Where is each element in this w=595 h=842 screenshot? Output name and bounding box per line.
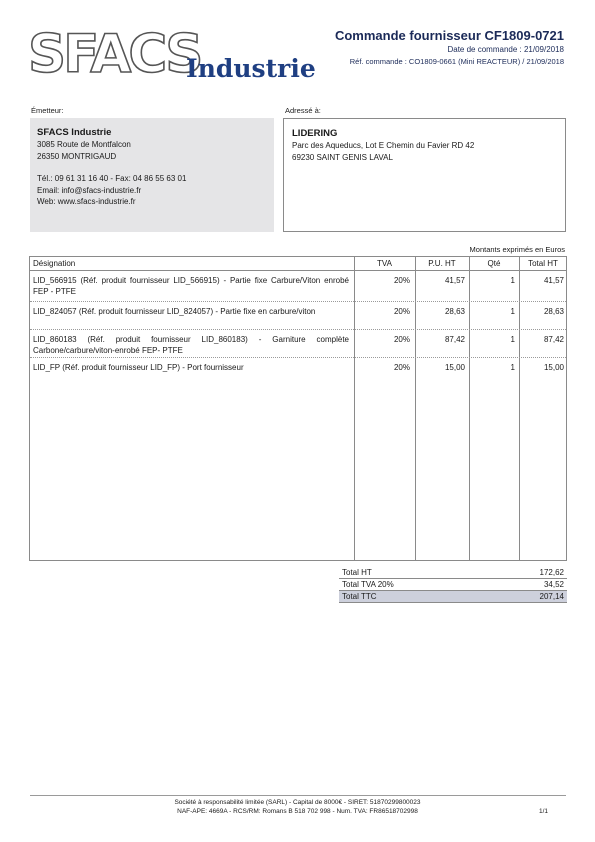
order-date: Date de commande : 21/09/2018 [447, 45, 564, 54]
row-tva: 20% [393, 335, 410, 344]
row-unit-price: 28,63 [444, 307, 465, 316]
row-total: 28,63 [543, 307, 564, 316]
total-tva-row [339, 579, 567, 591]
recipient-box [283, 118, 566, 232]
row-designation: LID_FP (Réf. produit fournisseur LID_FP) - Port fournisseur [33, 363, 244, 372]
total-ttc-row [339, 591, 567, 603]
total-ht-row [339, 567, 567, 579]
total-tva-value: 34,52 [543, 580, 564, 589]
sender-address-line1: 3085 Route de Montfalcon [37, 140, 131, 149]
recipient-label: Adressé à: [285, 106, 321, 115]
row-tva: 20% [393, 363, 410, 372]
sender-address-line2: 26350 MONTRIGAUD [37, 151, 117, 161]
row-tva: 20% [393, 307, 410, 316]
sender-email[interactable]: Email: info@sfacs-industrie.fr [37, 185, 142, 195]
column-quantity: Qté [487, 259, 501, 268]
sender-website[interactable]: Web: www.sfacs-industrie.fr [37, 197, 136, 206]
recipient-address-line2: 69230 SAINT GENIS LAVAL [292, 152, 393, 162]
footer-divider [30, 795, 566, 796]
row-quantity: 1 [510, 335, 515, 344]
total-ht-label: Total HT [342, 568, 372, 577]
table-row [30, 302, 566, 330]
document-title: Commande fournisseur CF1809-0721 [334, 28, 564, 43]
row-quantity: 1 [510, 307, 515, 316]
column-unit-price: P.U. HT [428, 259, 456, 268]
sender-box [30, 118, 274, 232]
total-ttc-value: 207,14 [539, 592, 564, 601]
row-unit-price: 15,00 [444, 363, 465, 372]
logo-brand: SFACS [28, 24, 201, 85]
table-row [30, 358, 566, 378]
totals-block [339, 567, 567, 603]
row-designation: LID_860183 (Réf. produit fournisseur LID_860183) - Garniture complète Carbone/carbure/viton-enrobé FEP- PTFE [33, 335, 349, 355]
table-row [30, 330, 566, 358]
company-logo [28, 24, 316, 90]
column-designation: Désignation [33, 259, 76, 268]
sender-label: Émetteur: [31, 106, 64, 115]
sender-phone: Tél.: 09 61 31 16 40 - Fax: 04 86 55 63 01 [37, 174, 187, 183]
footer-legal-line2: NAF-APE: 4669A - RCS/RM: Romans B 518 702 998 - Num. TVA: FR86518702998 [177, 808, 418, 815]
total-ht-value: 172,62 [539, 568, 564, 577]
table-row [30, 271, 566, 302]
total-tva-label: Total TVA 20% [342, 580, 394, 589]
recipient-address-line1: Parc des Aqueducs, Lot E Chemin du Favier RD 42 [292, 141, 475, 150]
footer-legal-line1: Société à responsabilité limitée (SARL) - Capital de 8000€ - SIRET: 51870299800023 [174, 799, 421, 806]
currency-note: Montants exprimés en Euros [469, 245, 565, 254]
items-table [29, 256, 567, 561]
logo-suffix: Industrie [186, 54, 316, 83]
row-designation: LID_824057 (Réf. produit fournisseur LID_824057) - Partie fixe en carbure/viton [33, 307, 316, 316]
row-total: 41,57 [543, 276, 564, 285]
order-reference: Réf. commande : CO1809-0661 (Mini REACTEUR) / 21/09/2018 [349, 57, 564, 66]
row-designation: LID_566915 (Réf. produit fournisseur LID_566915) - Partie fixe Carbure/Viton enrobé FEP - PTFE [33, 276, 349, 296]
row-quantity: 1 [510, 363, 515, 372]
row-total: 87,42 [543, 335, 564, 344]
row-tva: 20% [393, 276, 410, 285]
column-total-ht: Total HT [528, 259, 558, 268]
row-quantity: 1 [510, 276, 515, 285]
row-unit-price: 87,42 [444, 335, 465, 344]
page-number: 1/1 [538, 808, 548, 815]
recipient-name: LIDERING [292, 128, 338, 139]
sender-name: SFACS Industrie [37, 127, 112, 138]
column-tva: TVA [377, 259, 392, 268]
row-total: 15,00 [543, 363, 564, 372]
table-header [30, 257, 566, 271]
row-unit-price: 41,57 [444, 276, 465, 285]
total-ttc-label: Total TTC [342, 592, 377, 601]
